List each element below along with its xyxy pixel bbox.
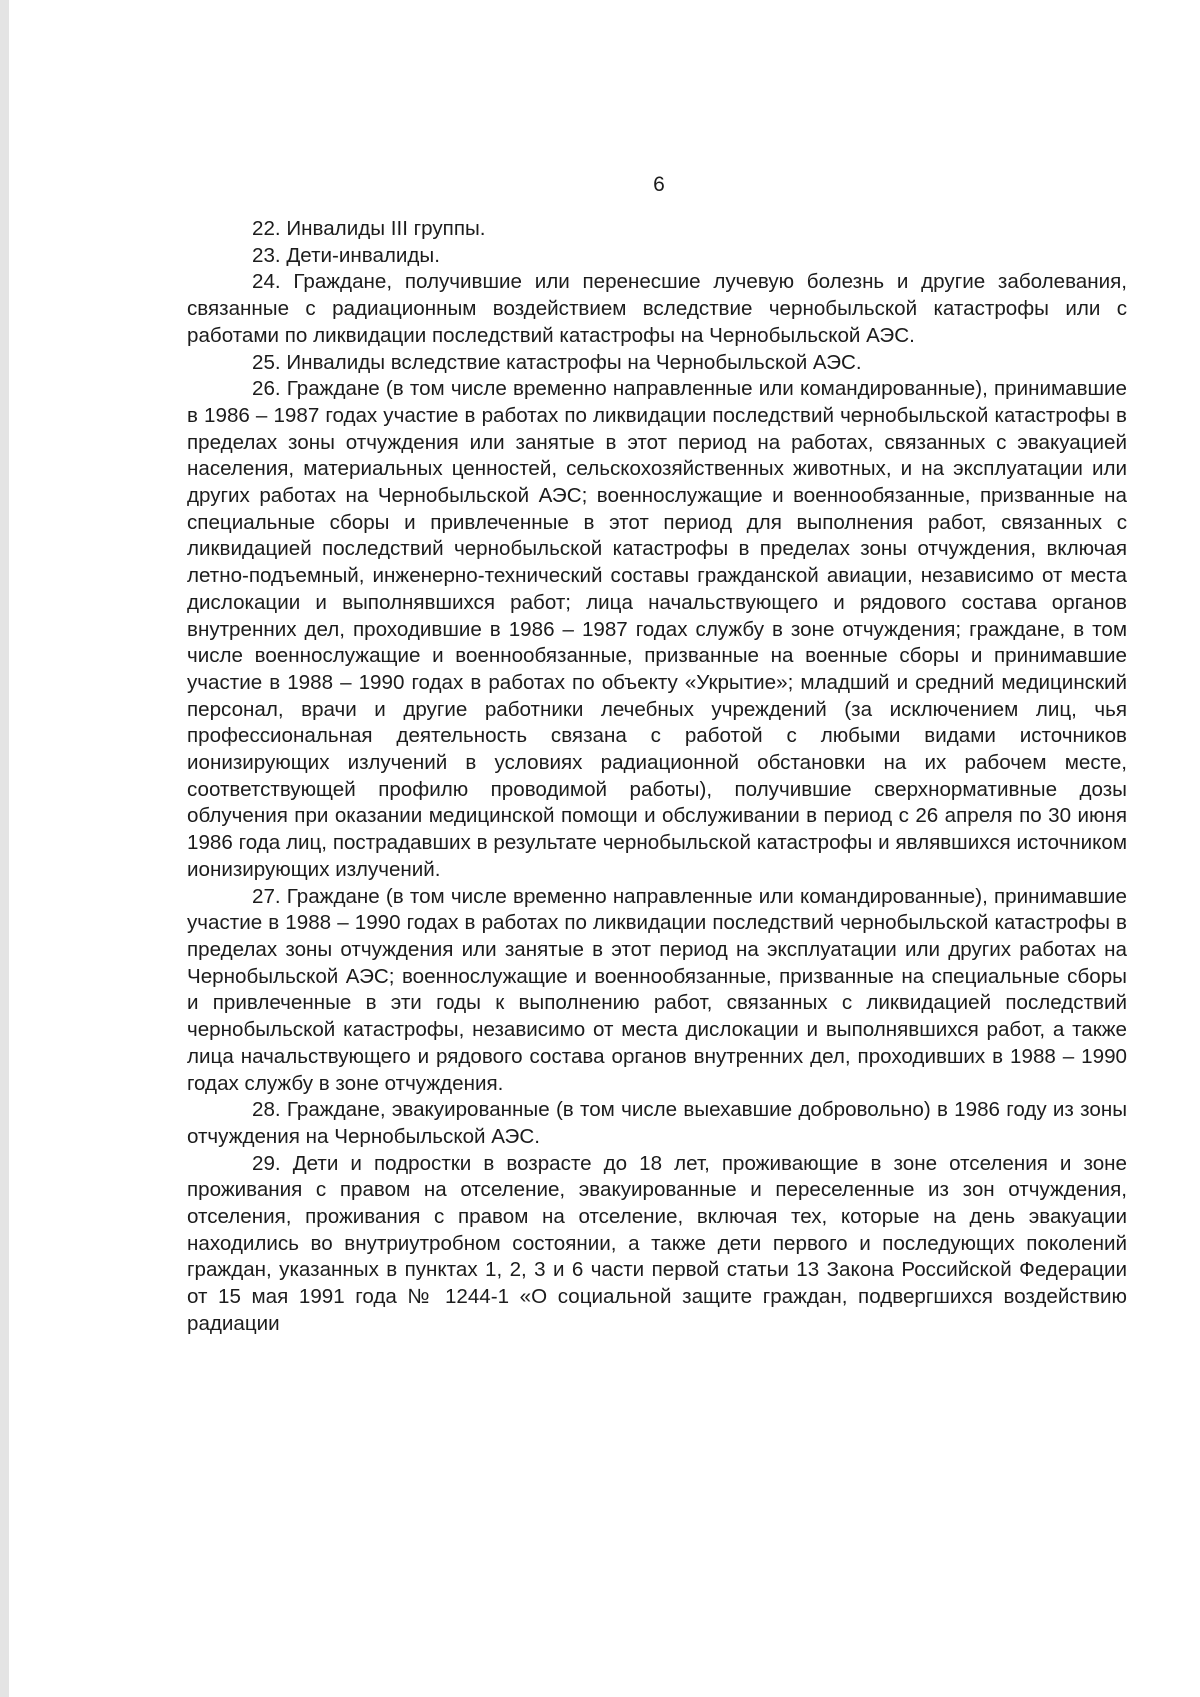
list-item-28: 28. Граждане, эвакуированные (в том числе выехавшие добровольно) в 1986 году из зоны отчуждения на Чернобыльской АЭС. [187,1098,1127,1148]
list-item-29: 29. Дети и подростки в возрасте до 18 лет, проживающие в зоне отселения и зоне проживания с правом на отселение, эвакуированные и переселенные из зон отчуждения, отселения, проживания с правом на отселение, включая тех, которые на день эвакуации находились во внутриутробном состоянии, а также дети первого и последующих поколений граждан, указанных в пунктах 1, 2, 3 и 6 части первой статьи 13 Закона Российской Федерации от 15 мая 1991 года № 1244-1 «О социальной защите граждан, подвергшихся воздействию радиации [187,1151,1127,1335]
list-item-26: 26. Граждане (в том числе временно направленные или командированные), принимавшие в 1986 – 1987 годах участие в работах по ликвидации последствий чернобыльской катастрофы в пределах зоны отчуждения или занятые в этот период на работах, связанных с эвакуацией населения, материальных ценностей, сельскохозяйственных животных, и на эксплуатации или других работах на Чернобыльской АЭС; военнослужащие и военнообязанные, призванные на специальные сборы и привлеченные в этот период для выполнения работ, связанных с ликвидацией последствий чернобыльской катастрофы в пределах зоны отчуждения, включая летно-подъемный, инженерно-технический составы гражданской авиации, независимо от места дислокации и выполнявшихся работ; лица начальствующего и рядового состава органов внутренних дел, проходившие в 1986 – 1987 годах службу в зоне отчуждения; граждане, в том числе военнослужащие и военнообязанные, призванные на военные сборы и принимавшие участие в 1988 – 1990 годах в работах по объекту «Укрытие»; младший и средний медицинский персонал, врачи и другие работники лечебных учреждений (за исключением лиц, чья профессиональная деятельность связана с работой с любыми видами источников ионизирующих излучений в условиях радиационной обстановки на их рабочем месте, соответствующей профилю проводимой работы), получившие сверхнормативные дозы облучения при оказании медицинской помощи и обслуживании в период с 26 апреля по 30 июня 1986 года лиц, пострадавших в результате чернобыльской катастрофы и являвшихся источником ионизирующих излучений. [187,377,1127,881]
scan-edge [0,0,9,1697]
list-item-24: 24. Граждане, получившие или перенесшие лучевую болезнь и другие заболевания, связанные с радиационным воздействием вследствие чернобыльской катастрофы или с работами по ликвидации последствий катастрофы на Чернобыльской АЭС. [187,270,1127,347]
list-item-25: 25. Инвалиды вследствие катастрофы на Чернобыльской АЭС. [252,350,862,374]
page-number: 6 [653,173,665,196]
list-item-22: 22. Инвалиды III группы. [252,217,486,240]
document-body [187,216,1127,1338]
list-item-27: 27. Граждане (в том числе временно направленные или командированные), принимавшие участие в 1988 – 1990 годах в работах по ликвидации последствий чернобыльской катастрофы в пределах зоны отчуждения или занятые в этот период на эксплуатации или других работах на Чернобыльской АЭС; военнослужащие и военнообязанные, призванные на специальные сборы и привлеченные в эти годы к выполнению работ, связанных с ликвидацией последствий чернобыльской катастрофы, независимо от места дислокации и выполнявшихся работ, а также лица начальствующего и рядового состава органов внутренних дел, проходивших в 1988 – 1990 годах службу в зоне отчуждения. [187,884,1127,1095]
list-item-23: 23. Дети-инвалиды. [252,243,440,267]
